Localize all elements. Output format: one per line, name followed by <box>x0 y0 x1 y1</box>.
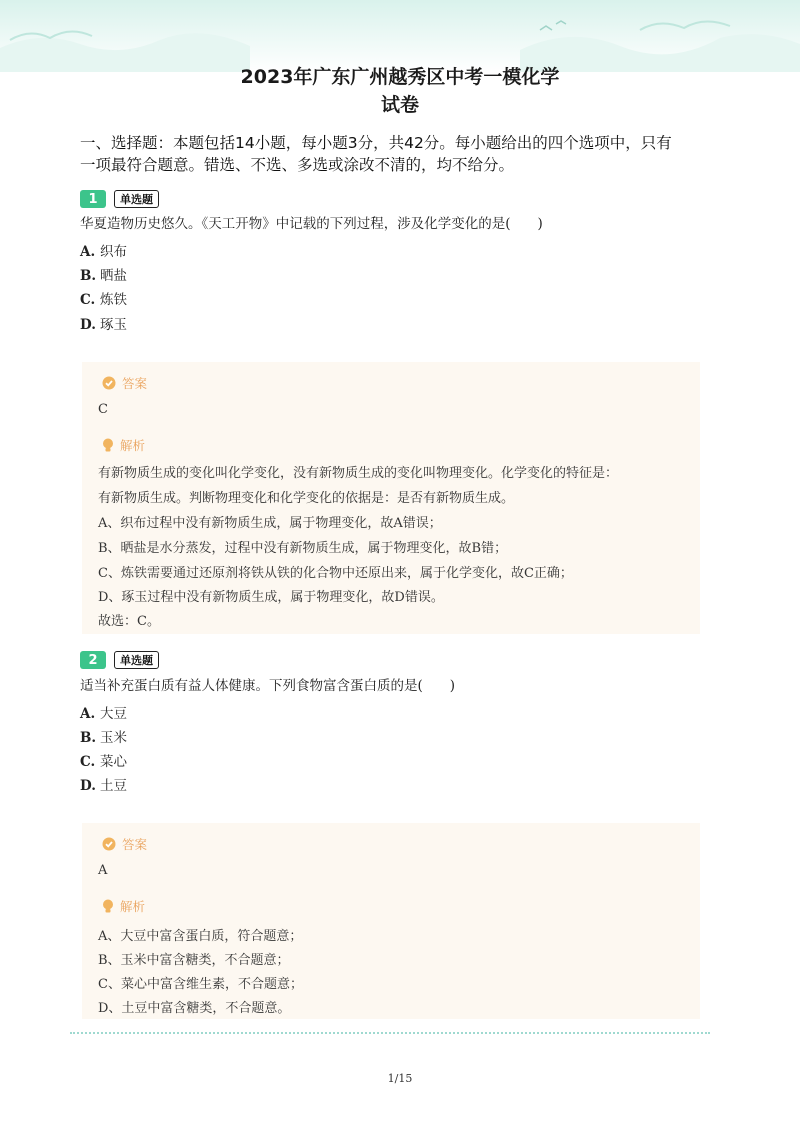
answer-box <box>82 362 700 634</box>
answer-value: C <box>98 402 108 417</box>
option-c <box>80 750 127 770</box>
section-heading <box>80 132 710 176</box>
option-text: 炼铁 <box>100 292 127 308</box>
option-text: 菜心 <box>100 754 127 770</box>
question-type-tag: 单选题 <box>114 651 159 669</box>
section-heading-line1: 一、选择题：本题包括14小题，每小题3分，共42分。每小题给出的四个选项中，只有 <box>80 134 672 152</box>
answer-label <box>102 835 147 853</box>
section-heading-line2: 一项最符合题意。错选、不选、多选或涂改不清的，均不给分。 <box>80 156 515 174</box>
option-d <box>80 313 127 333</box>
option-key: A. <box>80 706 96 722</box>
document-title-line2: 试卷 <box>380 94 419 116</box>
answer-label <box>102 374 147 392</box>
analysis-line: 有新物质生成的变化叫化学变化，没有新物质生成的变化叫物理变化。化学变化的特征是： <box>98 466 619 481</box>
analysis-line: D、土豆中富含糖类，不合题意。 <box>98 1001 291 1016</box>
option-d <box>80 774 127 794</box>
lightbulb-icon <box>102 899 114 914</box>
option-text: 晒盐 <box>100 268 127 284</box>
option-key: A. <box>80 244 96 260</box>
analysis-label-text: 解析 <box>120 438 146 453</box>
answer-label-text: 答案 <box>122 376 148 391</box>
page-number: 1/15 <box>387 1072 413 1085</box>
option-a <box>80 240 127 260</box>
question-type-tag: 单选题 <box>114 190 159 208</box>
document-title: 2023年广东广州越秀区中考一模化学 <box>240 66 560 88</box>
question-header <box>80 189 159 209</box>
analysis-line: D、琢玉过程中没有新物质生成，属于物理变化，故D错误。 <box>98 590 444 605</box>
question-number-badge: 1 <box>80 190 106 208</box>
check-badge-icon <box>102 376 116 390</box>
option-text: 琢玉 <box>100 317 127 333</box>
analysis-line: B、晒盐是水分蒸发，过程中没有新物质生成，属于物理变化，故B错； <box>98 541 508 556</box>
answer-box <box>82 823 700 1019</box>
analysis-line: 有新物质生成。判断物理变化和化学变化的依据是：是否有新物质生成。 <box>98 491 515 506</box>
option-key: C. <box>80 292 96 308</box>
option-a <box>80 702 127 722</box>
option-b <box>80 726 127 746</box>
answer-label-text: 答案 <box>122 837 148 852</box>
analysis-line: A、大豆中富含蛋白质，符合题意； <box>98 929 303 944</box>
option-text: 玉米 <box>100 730 127 746</box>
answer-value: A <box>98 863 108 878</box>
analysis-line: C、炼铁需要通过还原剂将铁从铁的化合物中还原出来，属于化学变化，故C正确； <box>98 566 573 581</box>
analysis-line: A、织布过程中没有新物质生成，属于物理变化，故A错误； <box>98 516 442 531</box>
question-stem: 华夏造物历史悠久。《天工开物》中记载的下列过程，涉及化学变化的是( ) <box>80 216 543 232</box>
analysis-line: B、玉米中富含糖类，不合题意； <box>98 953 290 968</box>
option-b <box>80 264 127 284</box>
analysis-label <box>102 436 145 454</box>
question-header <box>80 650 159 670</box>
option-key: B. <box>80 268 97 284</box>
option-text: 土豆 <box>100 778 127 794</box>
page-divider <box>70 1032 710 1034</box>
option-c <box>80 288 127 308</box>
check-badge-icon <box>102 837 116 851</box>
lightbulb-icon <box>102 438 114 453</box>
analysis-label-text: 解析 <box>120 899 146 914</box>
option-key: D. <box>80 317 96 333</box>
analysis-line: 故选：C。 <box>98 614 160 629</box>
option-key: D. <box>80 778 96 794</box>
option-text: 大豆 <box>100 706 127 722</box>
question-stem: 适当补充蛋白质有益人体健康。下列食物富含蛋白质的是( ) <box>80 678 456 694</box>
analysis-label <box>102 897 145 915</box>
question-number-badge: 2 <box>80 651 106 669</box>
option-key: B. <box>80 730 97 746</box>
analysis-line: C、菜心中富含维生素，不合题意； <box>98 977 303 992</box>
option-key: C. <box>80 754 96 770</box>
option-text: 织布 <box>100 244 127 260</box>
